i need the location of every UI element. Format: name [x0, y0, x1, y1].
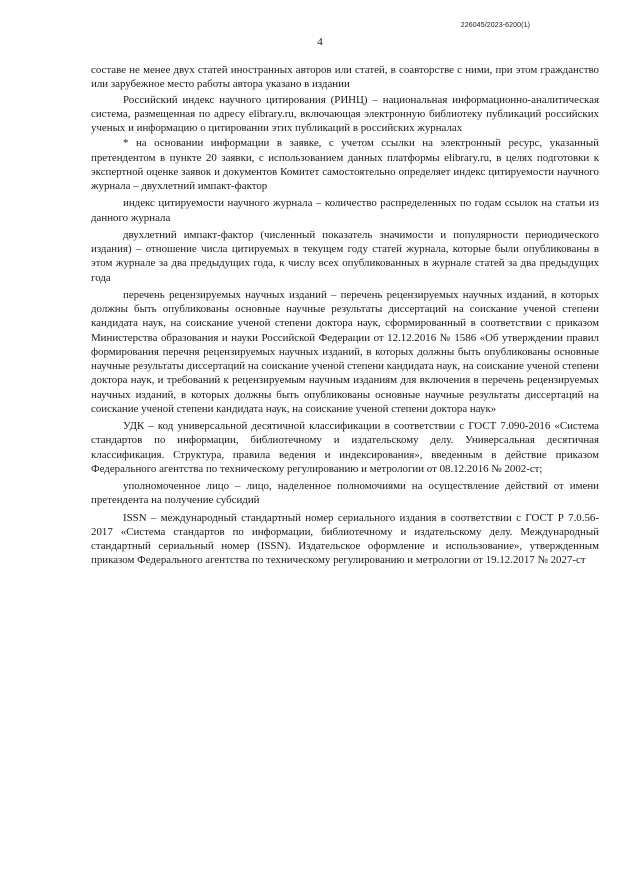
paragraph-impact-factor-note: * на основании информации в заявке, с учетом ссылки на электронный ресурс, указанный претендентом в пункте 20 заявки, с использованием данных платформы elibrary.ru, в целях подготовки к экспертной оценке заявок и документов Комитет самостоятельно определяет индекс цитируемости научного журнала – двухлетний импакт-фактор: [91, 137, 599, 192]
paragraph-issn-definition: ISSN – международный стандартный номер сериального издания в соответствии с ГОСТ Р 7.0.56-2017 «Система стандартов по информации, библиотечному и издательскому делу. Международный стандартный сериальный номер (ISSN). Издательское оформление и использование», утвержденным приказом Федерального агентства по техническому регулированию и метрологии от 19.12.2017 № 2027-ст: [91, 511, 599, 567]
paragraph-foreign-authors-continuation: составе не менее двух статей иностранных авторов или статей, в соавторстве с ними, при этом гражданство или зарубежное место работы автора указано в издании: [91, 64, 599, 91]
document-body: [91, 63, 599, 568]
paragraph-rinc-definition: Российский индекс научного цитирования (РИНЦ) – национальная информационно-аналитическая система, размещенная по адресу elibrary.ru, включающая электронную библиотеку публикаций российских ученых и информацию о цитировании этих публикаций в российских журналах: [91, 93, 599, 134]
paragraph-peer-reviewed-list-definition: перечень рецензируемых научных изданий – перечень рецензируемых научных изданий, в которых должны быть опубликованы основные научные результаты диссертаций на соискание ученой степени кандидата наук, на соискание ученой степени доктора наук, сформированный в соответствии с приказом Министерства образования и науки Российской Федерации от 12.12.2016 № 1586 «Об утверждении правил формирования перечня рецензируемых научных изданий, в которых должны быть опубликованы основные научные результаты диссертаций на соискание ученой степени кандидата наук, на соискание ученой степени доктора наук, и требований к рецензируемым научным изданиям для включения в перечень рецензируемых научных изданий, в которых должны быть опубликованы основные научные результаты диссертаций на соискание ученой степени кандидата наук, на соискание ученой степени доктора наук»: [91, 288, 599, 415]
page-number: 4: [317, 36, 323, 48]
paragraph-citation-index-definition: индекс цитируемости научного журнала – количество распределенных по годам ссылок на статьи из данного журнала: [91, 197, 599, 224]
document-registration-number: 226045/2023-6200(1): [460, 22, 530, 29]
paragraph-two-year-impact-factor-definition: двухлетний импакт-фактор (численный показатель значимости и популярности периодического издания) – отношение числа цитируемых в текущем году статей журнала, которые были опубликованы в этом журнале за два предыдущих года, к числу всех опубликованных в журнале статей за два предыдущих года: [91, 228, 599, 284]
paragraph-udc-definition: УДК – код универсальной десятичной классификации в соответствии с ГОСТ 7.090-2016 «Система стандартов по информации, библиотечному и издательскому делу. Универсальная десятичная классификация. Структура, правила ведения и индексирования», введенным в действие приказом Федерального агентства по техническому регулированию и метрологии от 08.12.2016 № 2002-ст;: [91, 420, 599, 475]
paragraph-authorized-person-definition: уполномоченное лицо – лицо, наделенное полномочиями на осуществление действий от имени претендента на получение субсидий: [91, 480, 599, 507]
